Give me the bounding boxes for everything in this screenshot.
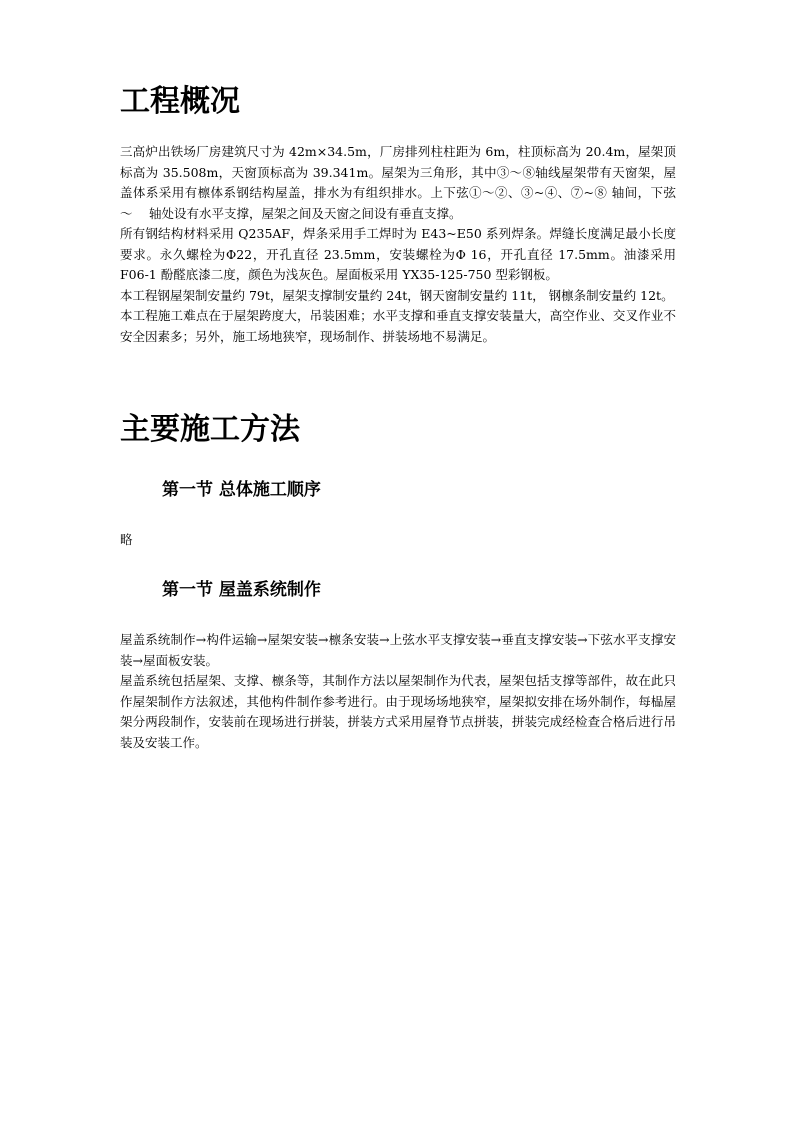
roof-system-body (120, 630, 676, 753)
overview-paragraph-3: 本工程钢屋架制安量约 79t，屋架支撑制安量约 24t，钢天窗制安量约 11t， 钢檩条制安量约 12t。 (120, 287, 674, 303)
overview-paragraph-4: 本工程施工难点在于屋架跨度大，吊装困难；水平支撑和垂直支撑安装量大，高空作业、交叉作业不安全因素多；另外，施工场地狭窄，现场制作、拼装场地不易满足。 (120, 308, 676, 344)
roof-system-paragraph-2: 屋盖系统包括屋架、支撑、檩条等，其制作方法以屋架制作为代表，屋架包括支撑等部件，故在此只作屋架制作方法叙述，其他构件制作参考进行。由于现场场地狭窄，屋架拟安排在场外制作，每榀屋架分两段制作，安装前在现场进行拼装，拼装方式采用屋脊节点拼装，拼装完成经检查合格后进行吊装及安装工作。 (120, 673, 676, 750)
subsection-title-sequence: 第一节 总体施工顺序 (162, 480, 321, 500)
section-title-methods: 主要施工方法 (120, 412, 300, 447)
section-title-overview: 工程概况 (120, 84, 240, 119)
sequence-body (120, 530, 676, 551)
overview-paragraph-1: 三高炉出铁场厂房建筑尺寸为 42m×34.5m，厂房排列柱柱距为 6m，柱顶标高为 20.4m，屋架顶标高为 35.508m，天窗顶标高为 39.341m。屋架为三角形，其中③～⑧轴线屋架带有天窗架，屋盖体系采用有檩体系钢结构屋盖，排水为有组织排水。上下弦①～②、③~④、⑦~⑧ 轴间，下弦 ～ 轴处设有水平支撑，屋架之间及天窗之间设有垂直支撑。 (120, 144, 689, 221)
overview-paragraph-2: 所有钢结构材料采用 Q235AF，焊条采用手工焊时为 E43~E50 系列焊条。焊缝长度满足最小长度要求。永久螺栓为Φ22，开孔直径 23.5mm，安装螺栓为Φ 16，开孔直径 17.5mm。油漆采用 F06-1 酚醛底漆二度，颜色为浅灰色。屋面板采用 YX35-125-750 型彩钢板。 (120, 226, 676, 282)
roof-system-paragraph-1: 屋盖系统制作→构件运输→屋架安装→檩条安装→上弦水平支撑安装→垂直支撑安装→下弦水平支撑安装→屋面板安装。 (120, 632, 676, 668)
subsection-title-roof-system: 第一节 屋盖系统制作 (162, 580, 321, 600)
sequence-paragraph: 略 (120, 532, 133, 547)
overview-body (120, 142, 689, 347)
